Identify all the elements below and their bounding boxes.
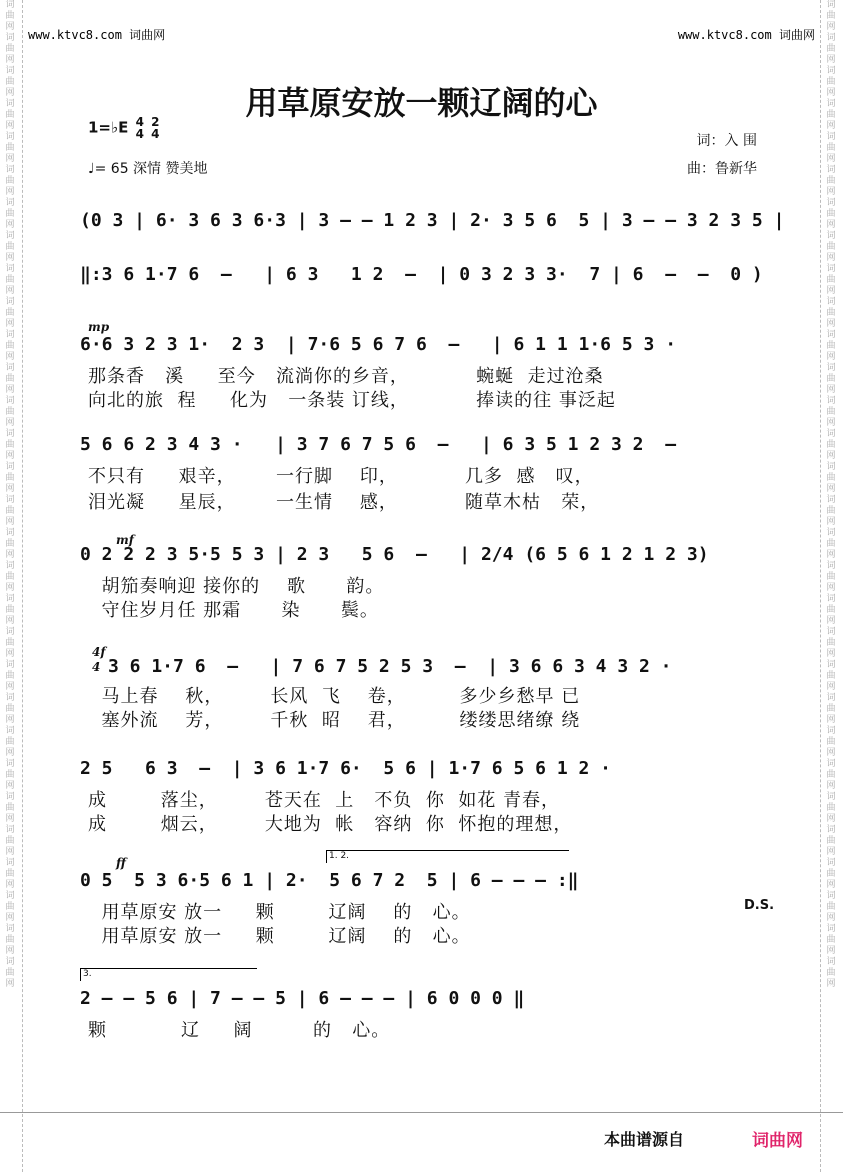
time-signature-2: 2 4 (151, 115, 160, 141)
lyric-line: 用草原安 放一 颗 辽阔 的 心。 (88, 902, 471, 923)
site-name: 词曲网 (129, 28, 166, 42)
lyric-line: 不只有 艰辛， 一行脚 印， 几多 感 叹， (88, 466, 594, 487)
site-name: 词曲网 (778, 28, 815, 42)
lyric-line: 向北的旅 程 化为 一条装 订线， 捧读的往 事泛起 (88, 390, 616, 411)
volta-3: 3. (80, 968, 257, 981)
lyric-line: 泪光凝 星辰， 一生情 感， 随草木枯 荣， (88, 492, 600, 513)
left-margin-watermark (0, 0, 23, 1172)
notation-row-1: (0 3 | 6· 3 6 3 6·3 | 3 – – 1 2 3 | 2· 3 5 6 5 | 3 – – 3 2 3 5 | (80, 210, 785, 231)
right-margin-watermark (820, 0, 843, 1172)
composer: 曲：鲁新华 (687, 161, 757, 177)
dynamic-mp: mp (88, 320, 110, 334)
margin-watermark-text: 词曲网词曲网词曲网词曲网词曲网词曲网词曲网词曲网词曲网词曲网词曲网词曲网词曲网词曲网词曲网词曲网词曲网词曲网词曲网词曲网词曲网词曲网词曲网词曲网词曲网词曲网词曲网词曲网词曲网词曲网 (5, 0, 15, 989)
site-url[interactable]: www.ktvc8.com (28, 28, 122, 42)
key-signature (88, 116, 160, 140)
header-site-right[interactable] (678, 26, 815, 43)
lyric-line: 塞外流 芳， 千秋 昭 君， 缕缕思绪缭 绕 (88, 710, 581, 731)
dynamic-4: 4 (92, 660, 101, 674)
notation-row-3: 6·6 3 2 3 1· 2 3 | 7·6 5 6 7 6 – | 6 1 1 1·6 5 3 · (80, 334, 677, 355)
footer-divider (0, 1112, 843, 1113)
margin-watermark-text: 词曲网词曲网词曲网词曲网词曲网词曲网词曲网词曲网词曲网词曲网词曲网词曲网词曲网词曲网词曲网词曲网词曲网词曲网词曲网词曲网词曲网词曲网词曲网词曲网词曲网词曲网词曲网词曲网词曲网词曲网 (826, 0, 836, 989)
lyric-line: 成 落尘， 苍天在 上 不负 你 如花 青春， (88, 790, 561, 811)
source-brand-link[interactable]: 词曲网 (752, 1131, 803, 1151)
dynamic-4f: 4f (92, 645, 106, 659)
lyric-line: 那条香 溪 至今 流淌你的乡音， 蜿蜒 走过沧桑 (88, 366, 604, 387)
notation-row-4: 5 6 6 2 3 4 3 · | 3 7 6 7 5 6 – | 6 3 5 1 2 3 2 – (80, 434, 677, 455)
lyric-line: 胡笳奏响迎 接你的 歌 韵。 (88, 576, 385, 597)
notation-row-8: 0 5 5 3 6·5 6 1 | 2· 5 6 7 2 5 | 6 – – – :‖ (80, 870, 579, 891)
lyric-line: 守住岁月任 那霜 染 鬓。 (88, 600, 379, 621)
key-label: 1=♭E (88, 118, 129, 137)
notation-row-5: 0 2 2 2 3 5·5 5 3 | 2 3 5 6 – | 2/4 (6 5 6 1 2 1 2 3) (80, 544, 709, 565)
volta-1-2: 1. 2. (326, 850, 569, 863)
time-signature-1: 4 4 (135, 115, 144, 141)
song-title: 用草原安放一颗辽阔的心 (245, 84, 598, 122)
lyric-line: 颗 辽 阔 的 心。 (88, 1020, 391, 1041)
header-site-left[interactable] (28, 26, 165, 43)
site-url[interactable]: www.ktvc8.com (677, 28, 772, 42)
notation-row-7: 2 5 6 3 – | 3 6 1·7 6· 5 6 | 1·7 6 5 6 1 2 · (80, 758, 612, 779)
source-label: 本曲谱源自 (604, 1130, 685, 1149)
notation-row-2: ‖:3 6 1·7 6 – | 6 3 1 2 – | 0 3 2 3 3· 7 | 6 – – 0 ) (80, 264, 763, 285)
tempo-marking: ♩= 65 深情 赞美地 (88, 161, 208, 177)
lyric-line: 马上春 秋， 长风 飞 卷， 多少乡愁早 已 (88, 686, 581, 707)
lyricist: 词：入 围 (696, 133, 757, 149)
lyric-line: 成 烟云， 大地为 帐 容纳 你 怀抱的理想， (88, 814, 573, 835)
notation-row-9: 2 – – 5 6 | 7 – – 5 | 6 – – – | 6 0 0 0 ‖ (80, 988, 525, 1009)
notation-row-6: 3 6 1·7 6 – | 7 6 7 5 2 5 3 – | 3 6 6 3 4 3 2 · (108, 656, 672, 677)
ds-marking: D.S. (744, 898, 775, 913)
dynamic-ff: ff (116, 856, 126, 870)
dynamic-mf: mf (116, 533, 134, 547)
lyric-line: 用草原安 放一 颗 辽阔 的 心。 (88, 926, 471, 947)
